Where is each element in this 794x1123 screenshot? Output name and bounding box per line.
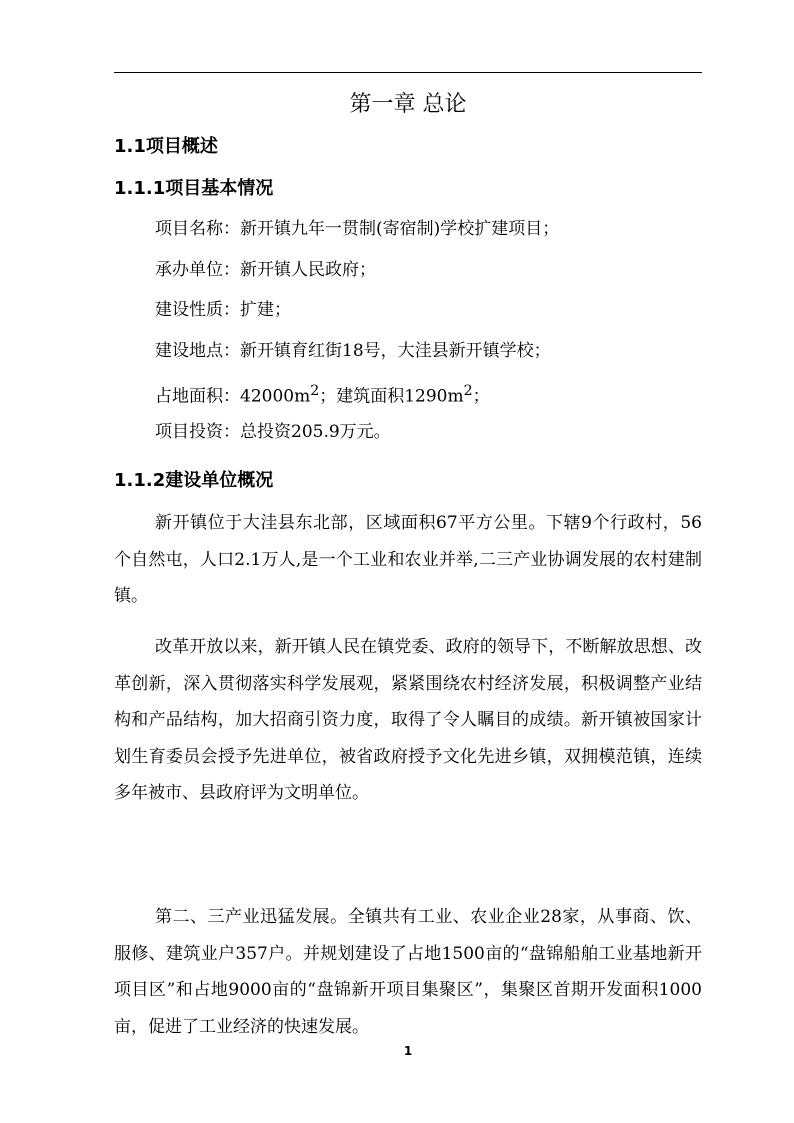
construction-location-item: 建设地点：新开镇育红街18号，大洼县新开镇学校； xyxy=(155,340,551,361)
project-info-list xyxy=(155,216,715,445)
body-paragraph-location: 新开镇位于大洼县东北部，区域面积67平方公里。下辖9个行政村，56个自然屯，人口2.1万人,是一个工业和农业并举,二三产业协调发展的农村建制镇。 xyxy=(114,513,702,606)
construction-type-item: 建设性质：扩建； xyxy=(155,300,291,320)
land-area-text: 占地面积：42000m xyxy=(155,386,311,407)
building-area-text: ；建筑面积1290m xyxy=(319,386,464,407)
area-item-end: ； xyxy=(472,386,490,407)
investment-item: 项目投资：总投资205.9万元。 xyxy=(155,421,391,442)
section-heading: 1.1项目概述 xyxy=(114,136,218,157)
organizer-item: 承办单位：新开镇人民政府； xyxy=(155,259,376,280)
body-paragraph-industry: 第二、三产业迅猛发展。全镇共有工业、农业企业28家，从事商、饮、服修、建筑业户357户。并规划建设了占地1500亩的“盘锦船舶工业基地新开项目区”和占地9000亩的“盘锦新开项目集聚区”，集聚区首期开发面积1000亩，促进了工业经济的快速发展。 xyxy=(114,907,702,1037)
body-paragraph-reform: 改革开放以来，新开镇人民在镇党委、政府的领导下，不断解放思想、改革创新，深入贯彻落实科学发展观，紧紧围绕农村经济发展，积极调整产业结构和产品结构，加大招商引资力度，取得了令人瞩目的成绩。新开镇被国家计划生育委员会授予先进单位，被省政府授予文化先进乡镇，双拥模范镇，连续多年被市、县政府评为文明单位。 xyxy=(114,637,702,803)
land-area-superscript: 2 xyxy=(310,383,320,399)
building-area-superscript: 2 xyxy=(463,383,473,399)
subsection-heading-unit-overview: 1.1.2建设单位概况 xyxy=(114,470,274,491)
area-item xyxy=(155,378,715,407)
chapter-title: 第一章 总论 xyxy=(349,92,467,117)
project-name-item: 项目名称：新开镇九年一贯制(寄宿制)学校扩建项目； xyxy=(155,219,560,239)
subsection-heading-basic-info: 1.1.1项目基本情况 xyxy=(114,178,274,199)
header-rule xyxy=(114,72,702,73)
page-number: 1 xyxy=(403,1044,413,1058)
